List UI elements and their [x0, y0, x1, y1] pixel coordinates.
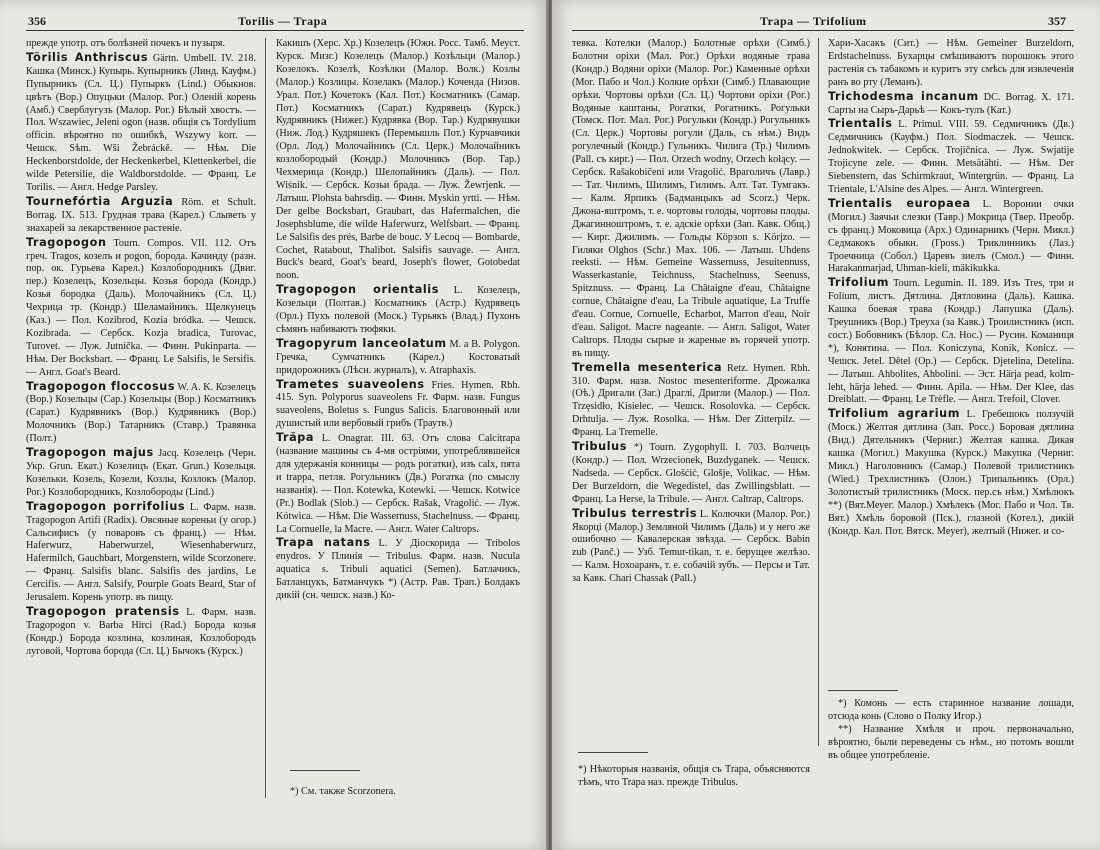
header-rule [26, 30, 524, 31]
entry-headword: Trametes suaveolens [276, 377, 425, 391]
column-divider [818, 38, 819, 746]
continued-text [276, 38, 520, 283]
dictionary-entry [828, 118, 1074, 196]
dictionary-entry [828, 198, 1074, 276]
entry-headword: Tournefórtia Arguzia [26, 194, 174, 208]
dictionary-entry [26, 237, 256, 380]
dictionary-entry [276, 338, 520, 378]
entry-headword: Tribulus [572, 440, 627, 454]
dictionary-entry [26, 196, 256, 236]
dictionary-entry [26, 52, 256, 195]
entry-headword: Trapa natans [276, 536, 371, 550]
entry-text: Fries. Hymen. Rbh. 415. Syn. Polyporus suaveolens Fr. Фарм. назв. Fungus suaveolens, Boletus s. Fungus Salicis. Благовонный или душистый или вербовый грибъ (Траутв.) [276, 379, 521, 430]
entry-text: L. Воронии очки (Могил.) Заячьи слезки (Тавр.) Мокрица (Твер. Преобр. съ франц.) Моковица (Арх.) Одинарникъ (Черн. Микл.) Седмакокъ обыкн. (Гроss.) Триклинникъ (Лаз.) Троечница (Собол.) Царевъ зиелъ (Смол.) — Финн. Harakanmarjad, Uhman-kieli, mäkikukka. [828, 198, 1075, 275]
entry-text: W. A. K. Козелецъ (Вор.) Козельцы (Сар.) Козельцы (Вор.) Косматникъ (Сарат.) Кудрявникъ (Вор.) Кудрявникъ (Вор.) Молочникъ (Вор.) Татарникъ (Ставр.) Травянка (Полт.) [26, 381, 256, 445]
entry-text: L. Onagrar. III. 63. Отъ слова Calcitrapa (название машины съ 4-мя остріями, употреблявшейся для удержанія конницы — родъ рогатки), изъ calx, пята и trappa, петля. Рогульникъ (Дв.) Рогатка (по смыслу названія). — Пол. Kotewka, Kotewki. — Чешск. Kotwice (Pr.) Bodlak (Slob.) — Сербск. Rašak, Vragolić. — Луж. Kótwica. — Нѣм. Die Wassernuss, Stachelnuss. — Франц. La Cornuelle, la Macre. — Англ. Water Caltrops. [276, 433, 521, 535]
continued-text [828, 38, 1074, 90]
left-column-2 [276, 38, 520, 603]
dictionary-entry [26, 381, 256, 447]
dictionary-entry [276, 284, 520, 337]
entry-text: Tourn. Legumin. II. 189. Изъ Tres, три и Folium, листъ. Дятлина. Дятловина (Даль). Кашка. Кашка боевая трава (Кондр.) Лапушка (Даль). Треушникъ (Вор.) Треуха (за Кавк.) Троилистникъ (исп. сост.) Бобовникъ (Бѣлор. Сл. Нос.) — Русин. Команиця *), Конятина. — Пол. Koniczyna, Konik, Konicz. — Чешск. Jetel. Dětel (Op.) — Сербск. Djetelina, Detelina. — Латыш. Ahbolites, Ahbolini. — Эст. Härja pead, kolm-leht, härja lehed. — Финн. Apila. — Нѣм. Der Klee, das Dreiblatt. — Франц. Le Trèfle. — Англ. Trefoil, Clover. [828, 278, 1074, 406]
entry-headword: Tremella mesenterica [572, 360, 723, 374]
entry-headword: Tragopogon pratensis [26, 604, 180, 618]
left-column-1 [26, 38, 256, 659]
dictionary-entry [26, 606, 256, 659]
left-page [0, 0, 548, 850]
dictionary-entry [828, 277, 1074, 407]
entry-headword: Tragopogon floccosus [26, 379, 176, 393]
entry-text: L. Primul. VIII. 59. Седмичникъ (Дв.) Седмичникъ (Кауфм.) Пол. Siodmaczek. — Чешск. Jednokwitek. — Сербск. Trojičnica. — Луж. Swjatije Trojicyne zele. — Финн. Metsätähti. — Нѣм. Der Siebenstern, das Schirmkraut, Wintergrün. — Франц. La Trientale, L'Alsine des Alpes. — Англ. Wintergreen. [828, 119, 1075, 195]
entry-headword: Trifolium agrarium [828, 407, 960, 421]
entry-text: L. У Діоскорида — Tribolos enydros. У Плинія — Tribulus. Фарм. назв. Nucula aquatica s. Tribuli aquatici (Semen). Батлачикъ, Батланцукъ, Батманчукъ *) (Астр. Рав. Трап.) Болдакъ дикій (сн. чешск. назв.) Ко- [276, 538, 520, 602]
dictionary-entry [828, 408, 1074, 538]
footnote-item: *) Комонь — есть старинное название лошади, отсюда конь (Слово о Полку Игор.) [828, 698, 1074, 722]
page-number: 356 [28, 14, 46, 28]
entry-headword: Tribulus terrestris [572, 506, 698, 520]
footnote-item: **) Название Хмѣля и проч. первоначально, вѣроятно, были переведены съ нѣм., но потомъ вошли въ общее употребленіе. [828, 723, 1074, 761]
header-rule [572, 30, 1074, 31]
entry-headword: Trifolium [828, 276, 889, 290]
entry-text: Jacq. Козелецъ (Черн. Укр. Grun. Екат.) Козелицъ (Екат. Grun.) Козельця. Козельки. Козель, Козели, Козлы, Козлокъ (Малор. Рог.) Козлобородникъ, Козлобороды (Lind.) [26, 448, 257, 498]
footnote-rule [290, 770, 360, 771]
page-number: 357 [1048, 14, 1066, 28]
entry-headword: Tragopyrum lanceolatum [276, 336, 447, 350]
running-head: Trapa — Trifolium [760, 14, 867, 28]
entry-text: L. Гребешокъ ползучій (Моск.) Желтая дятлина (Зап. Росс.) Боровая дятлина (Вид.) Дятельникъ (Черниг.) Желтая кашка. Дикая кашка (Могил.) Макушка (Курск.) Макупка (Черниг. Микл.) Наголовникъ (Самар.) Полевой трилистникъ (Wied.) Трехлистникъ (Олон.) Трипальникъ (Орл.) Золотистый трилистникъ (Моск. пер.съ нѣм.) Хмѣлюкъ **) (Вят.Меуег. Малор.) Хмѣлекъ (Мог. Пабо и Чол. Тв. Вят.) Хмѣль боровой (Пск.), глазной (Котел.), дикій (Кондр. Кал. Пот. Вятск. Meyer), желтый (Нижег. и со- [828, 409, 1074, 537]
dictionary-entry [26, 447, 256, 500]
dictionary-entry [26, 501, 256, 605]
continued-text [572, 38, 810, 361]
entry-headword: Törilis Anthriscus [26, 50, 149, 64]
running-head: Torilis — Trapa [238, 14, 328, 28]
entry-text: DC. Borrag. X. 171. Сарты на Сыръ-Дарьѣ — Кокъ-тулъ (Кат.) [828, 91, 1074, 116]
entry-text: Retz. Hymen. Rbh. 310. Фарм. назв. Nostoc mesenteriforme. Дрожалка (Оѣ.) Дригали (Заг.) Драглі, Дригли (Малор.) — Пол. Trzęsidło, Kisielec. — Чешск. Rosolovka. — Сербск. Drhtulja. — Луж. Rosolka. — Нѣм. Der Zitterpilz. — Франц. La Tremelle. [572, 362, 810, 439]
entry-text: L. Фарм. назв. Tragopogon v. Barba Hirci (Rad.) Борода козья (Кондр.) Борода козлина, козлиная, Козлобородъ луговой, Чортова борода (Сл. Ц.) Бычокъ (Курск.) [26, 606, 256, 657]
entry-text: M. a B. Polygon. Гречка, Сумчатникъ (Карел.) Костоватый придорожникъ (Лѣсн. журналъ), v. Atraphaxis. [276, 338, 520, 376]
entry-text: Tourn. Compos. VII. 112. Отъ греч. Tragos, козелъ и pogon, борода. Качинду (разн. пор. ок. Гурьева Карел.) Козлобородникъ (Двиг. пер.) Козелецъ, Козельцы. Козья борода (Кондр.) Козья бородка (Даль). Молочайникъ (Сл. Ц.) Чехрица тр. (Кондр.) Шеламайникъ. Щелкунецъ (Каз.) — Пол. Kozibrod, Kozia bródka. — Чешск. Kozibrada. — Сербск. Kozja bradica, Turovac, Turovet. — Луж. Jutnička. — Финн. Pukinparta. — Нѣм. Der Bocksbart. — Франц. Le Salsifis, le Sersifis. — Англ. Goat's Beard. [26, 237, 256, 378]
entry-text: L. Колючки (Малор. Рог.) Якорці (Малор.) Земляной Чилимъ (Даль) и у него же ошибочно — Кавалерская звѣзда. — Сербск. Babin zub (Panč.) — Узб. Temur-tikan, т. е. берущее желѣзо. — Калм. Нохоаранъ, т. е. собачій зубъ. — Персы и Тат. за Кавк. Chari Chassak (Pall.) [572, 508, 810, 585]
entry-text: Röm. et Schult. Borrag. IX. 513. Грудная трава (Карел.) Слыветь у знахарей за лекарственное растеніе. [26, 196, 257, 234]
entry-text: Какишъ (Херс. Хр.) Козелецъ (Южн. Росс. Тамб. Меуст. Курск. Мизг.) Козелецъ (Малор.) Козѣльци (Малор.) Козелокъ. Козелѣ, Козѣлки (Малор. Волк.) Козлы (Малор.) Козлицы. Козелакъ (Малор.) Коченда (Низов. Урал. Пот.) Кочетокъ (Кал. Пот.) Косматникъ (Самар. Пот.) Косматникъ (Сарат.) Кудрявецъ (Курск.) Кудрявникъ (Нижег.) Кудрявка (Вор. Тар.) Кудрявушки (Ниж. Лод.) Кудряшекъ (Перемышль Пот.) Курчавчики (Орл. Лод.) Молочайникъ (Сл. Церк.) Молочайникъ козлобородый (Кондр.) Молочникъ (Вор. Тар.) Чехмерица (Кондр.) Шелопайникъ (Даль). — Пол. Wiśnik. — Сербск. Козьи брада. — Луж. Žewrjenk. — Латыш. Plohsta bahrsdiņ. — Финн. Myskin yrtti. — Нѣм. Der gelbe Bocksbart, Graubart, das Hafermalchen, die Josephsblume, die wilde Haferwurz, Welfsbart. — Франц. Le Salsifis des prés, Barbe de bouc. У Lecoq — Bombarde, Cochet, Ratabout, Thalibot. Salsifis sauvage. — Англ. Buck's beard, Goat's beard, Joseph's flower, Gotobedat noon. [276, 38, 520, 282]
entry-headword: Tragopogon [26, 235, 107, 249]
footnote: *) См. также Scorzonera. [290, 786, 396, 797]
entry-headword: Trientalis europaea [828, 196, 971, 210]
dictionary-entry [572, 508, 810, 586]
dictionary-entry [828, 91, 1074, 118]
entry-text: *) Tourn. Zygophyll. I. 703. Волчецъ (Кондр.) — Пол. Wrzecionek, Buzdyganek. — Чешск. Nadseda. — Сербск. Glošćić, Glošje, Volikac. — Нѣм. Der Burzeldorn, die Wegedistel, das Zwillingsblatt. — Франц. La Herse, la Tribule. — Англ. Caltrap, Caltrops. [572, 442, 811, 505]
entry-headword: Tragopogon majus [26, 446, 154, 460]
entry-text: L. Козелецъ, Козельци (Полтав.) Косматникъ (Астр.) Кудрявецъ (Орл.) Пухъ полевой (Моск.) Турьякъ (Влад.) Пухонъ сѣмянъ набиваютъ тюфяки. [276, 285, 521, 335]
entry-headword: Trăpa [276, 431, 315, 445]
entry-text: Хари-Хасакъ (Сит.) — Нѣм. Gemeiner Burzeldorn, Erdstachelnuss. Бухарцы смѣшиваютъ порошокъ этого растенія съ табакомъ и куритъ эту смѣсь для извлеченія ранъ во рту (Леманъ). [828, 38, 1074, 88]
entry-headword: Tragopogon orientalis [276, 283, 439, 297]
right-page [552, 0, 1100, 850]
entry-text: Gärtn. Umbell. IV. 218. Кашка (Минск.) Купырь. Купырникъ (Линд. Кауфм.) Пупырникъ (Сл. Ц.) Пупыркъ (Lind.) Обыкнов. цвѣтъ (Вор.) Опуцьки (Малор. Рог.) Оленій корень (Амб.) Сверблугузъ (Малор. Рог.) Бѣлый хвостъ. — Пол. Wszawiec, Jeleni ogon (назв. общія съ Tordylium officin. вѣроятно по ошибкѣ, Wszywy korr. — Чешск. Sѣm. Wši Žebráckě. — Нѣм. Die Heckenborstdolde, der Heckenkerbel, Klettenkerbel, die wilde Petersilie, die Waldborstdolde. — Франц. Le Torilis. — Англ. Hedge Parsley. [26, 52, 256, 193]
entry-text: L. Фарм. назв. Tragopogon Artifi (Radix). Овсяные кореньи (у огор.) Сальсифисъ (у поваровъ съ франц.) — Нѣм. Haferwurz, Haberwurzel, Wiesenhaberwurz, Hafermilch, Gauchbart, Morgenstern, wilde Scorzonere. — Франц. Salsifis blanc. Salsifis des jardins, Le Cercifis. — Англ. Salsify, Pourple Goats Beard, Star of Jerusalem. Корень употр. въ пищу. [26, 501, 256, 604]
entry-text: тевка. Котелки (Малор.) Болотные орѣхи (Симб.) Болотни оріхи (Мал. Рог.) Орѣхи водяные трава (Кондр.) Водяни оріхи (Малор. Рог.) Каменные орѣхи (Мог. Пабо и Чол.) Колкие орѣхи (Симб.) Плавающие орѣхи. Чортовы орѣхи (Сл. Ц.) Чортови оріхи (Рог.) Водяные каштаны, Рогатки, Рогатникъ. Рогульки (Томск. Пот. Мал. Рог.) Рогульки (Кондр.) Рогульникъ (Сл. Церк.) Чортовы рогули (Даль, съ нѣм.) Видъ рогулечный (Кондр.) Гульникъ. Чилига (Тр.) Чилимъ (Pall. съ кирг.) — Пол. Orzech wodny, Orzech kołący. — Сербск. Rašakobičeni или Vragolić. Враголичъ (Лавр.) — Тат. Чилимъ, Шилимъ, Гилимъ. Алт. Тат. Тумгакъ. — Калм. Ярпикъ (Бадманцыкъ ad Scorz.) Черк. Джона-яштромъ, т. е. чортовы голоды, чортовы плоды. Джагинноштромъ, т. е. адскіе орѣхи (Зап. Кавк. Общ.) — Кирг. Джилимъ. — Гольды Кöрзоп s. Körjzo. — Гиляки Olghos (Schr.) Max. 106. — Латыш. Uhdens reeksti. — Нѣм. Gemeine Wassernuss, Jesuitennuss, Wasserkastanie, Teichnuss, Stachelnuss, Seenuss, Spitznuss. — Франц. La Châtaigne d'eau, Châtaigne cornue, Châtaigne d'eau, La Tribule aquatique, La Truffe d'eau. Cornue, Cornuelle, Echarbot, Marron d'eau, Noir d'eau. Saligot. Macre nageante. — Англ. Saligot, Water Caltrops. Плоды сырые и жареные въ горячей употр. въ пищу. [572, 38, 810, 359]
right-column-1 [572, 38, 810, 586]
entry-text: прежде употр. отъ болѣзней почекъ и пузыря. [26, 38, 226, 49]
right-column-2 [828, 38, 1074, 538]
dictionary-entry [572, 441, 810, 507]
dictionary-entry [572, 362, 810, 440]
entry-headword: Trientalis [828, 117, 893, 131]
footnotes [828, 698, 1074, 763]
footnote-rule [828, 690, 898, 691]
dictionary-entry [276, 537, 520, 603]
entry-headword: Tragopogon porrifolius [26, 499, 186, 513]
dictionary-entry [276, 432, 520, 536]
column-divider [265, 38, 266, 798]
footnote-rule [578, 752, 648, 753]
continued-text [26, 38, 256, 51]
dictionary-entry [276, 379, 520, 432]
entry-headword: Trichodesma incanum [828, 89, 979, 103]
footnote: *) Нѣкоторыя названія, общія съ Trapa, объясняются тѣмъ, что Trapa наз. прежде Tribulus. [578, 764, 810, 788]
